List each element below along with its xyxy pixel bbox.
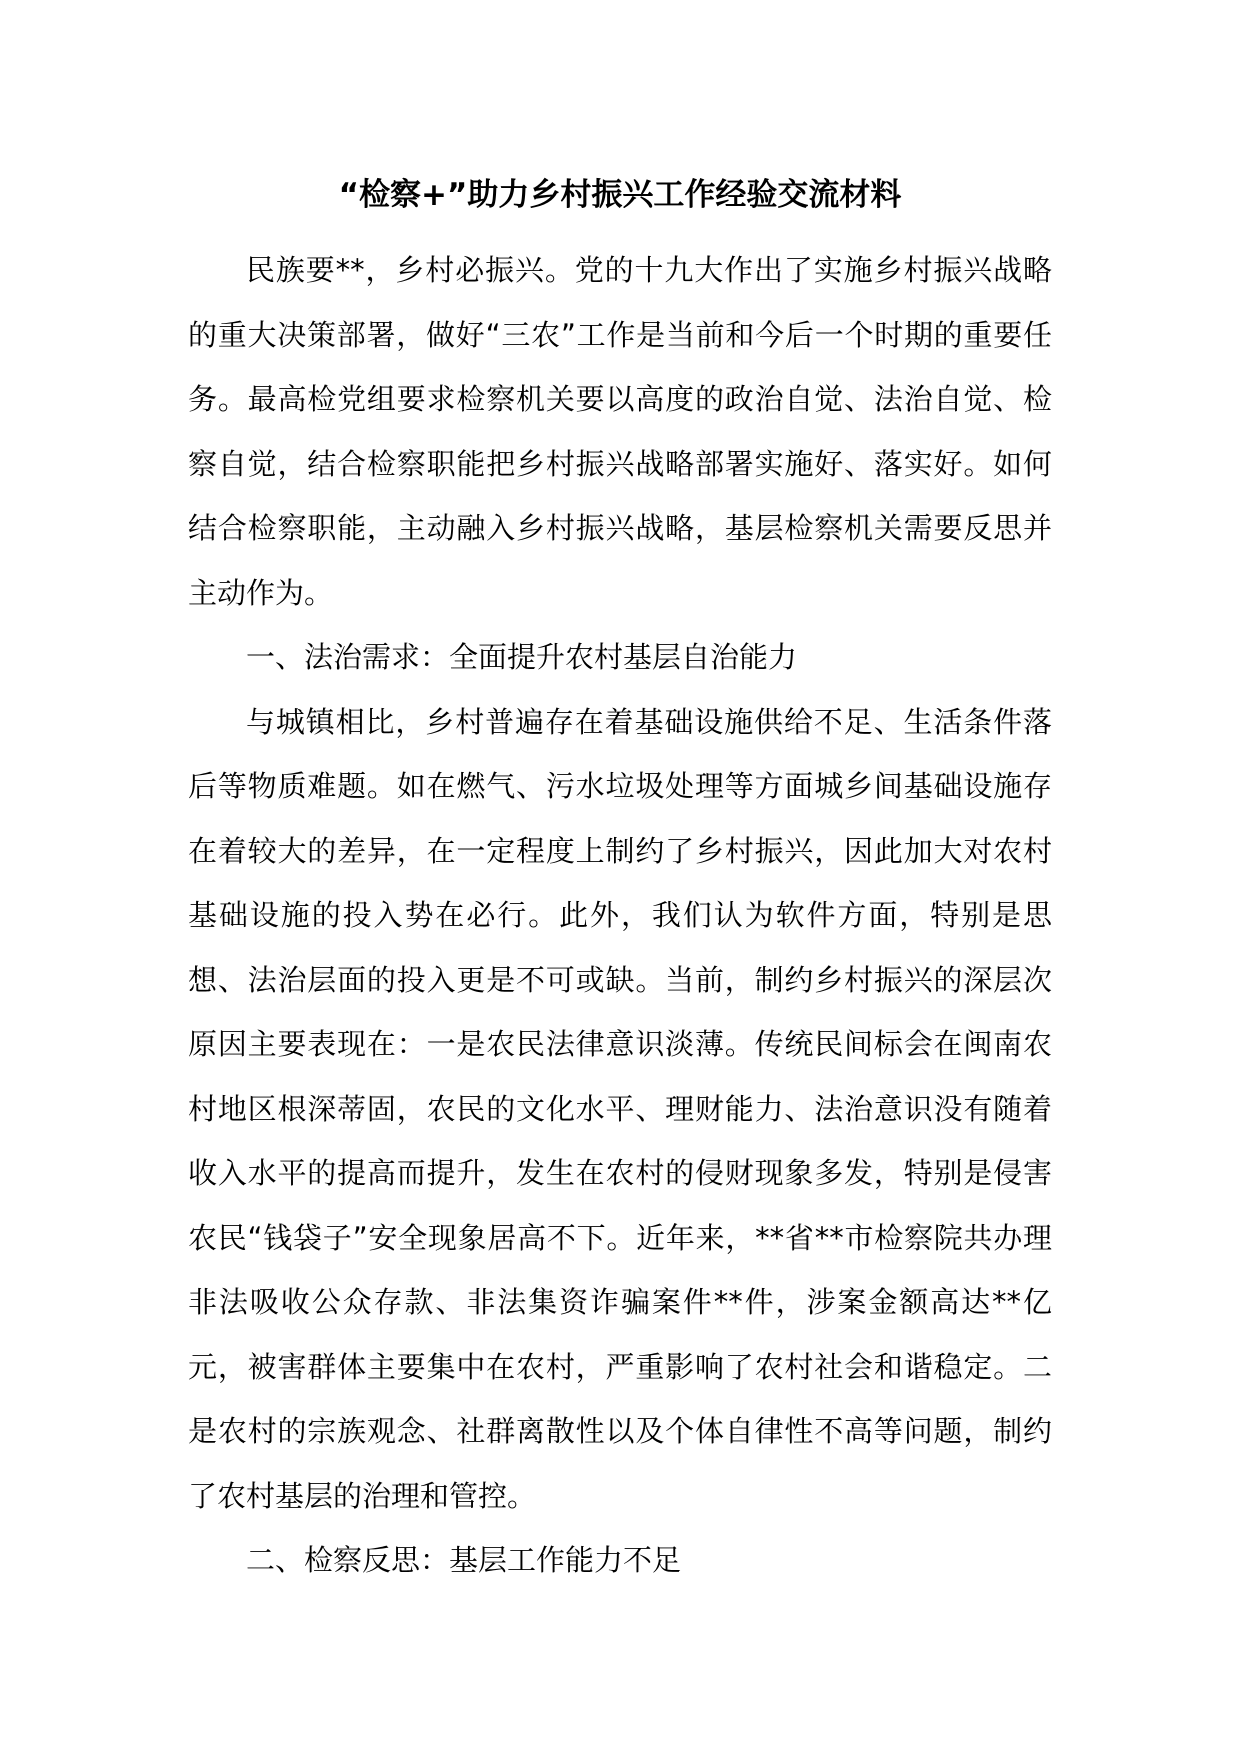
intro-paragraph: 民族要**，乡村必振兴。党的十九大作出了实施乡村振兴战略的重大决策部署，做好“三农”工作是当前和今后一个时期的重要任务。最高检党组要求检察机关要以高度的政治自觉、法治自觉、检察自觉，结合检察职能把乡村振兴战略部署实施好、落实好。如何结合检察职能，主动融入乡村振兴战略，基层检察机关需要反思并主动作为。 [188,253,1052,610]
document-title: “检察+”助力乡村振兴工作经验交流材料 [338,177,902,213]
section-1-paragraph: 与城镇相比，乡村普遍存在着基础设施供给不足、生活条件落后等物质难题。如在燃气、污水垃圾处理等方面城乡间基础设施存在着较大的差异，在一定程度上制约了乡村振兴，因此加大对农村基础设施的投入势在必行。此外，我们认为软件方面，特别是思想、法治层面的投入更是不可或缺。当前，制约乡村振兴的深层次原因主要表现在：一是农民法律意识淡薄。传统民间标会在闽南农村地区根深蒂固，农民的文化水平、理财能力、法治意识没有随着收入水平的提高而提升，发生在农村的侵财现象多发，特别是侵害农民“钱袋子”安全现象居高不下。近年来，**省**市检察院共办理非法吸收公众存款、非法集资诈骗案件**件，涉案金额高达**亿元，被害群体主要集中在农村，严重影响了农村社会和谐稳定。二是农村的宗族观念、社群离散性以及个体自律性不高等问题，制约了农村基层的治理和管控。 [188,704,1052,1513]
section-heading-2: 二、检察反思：基层工作能力不足 [246,1543,682,1577]
section-heading-1: 一、法治需求：全面提升农村基层自治能力 [246,640,798,674]
document-body [188,238,1052,1593]
